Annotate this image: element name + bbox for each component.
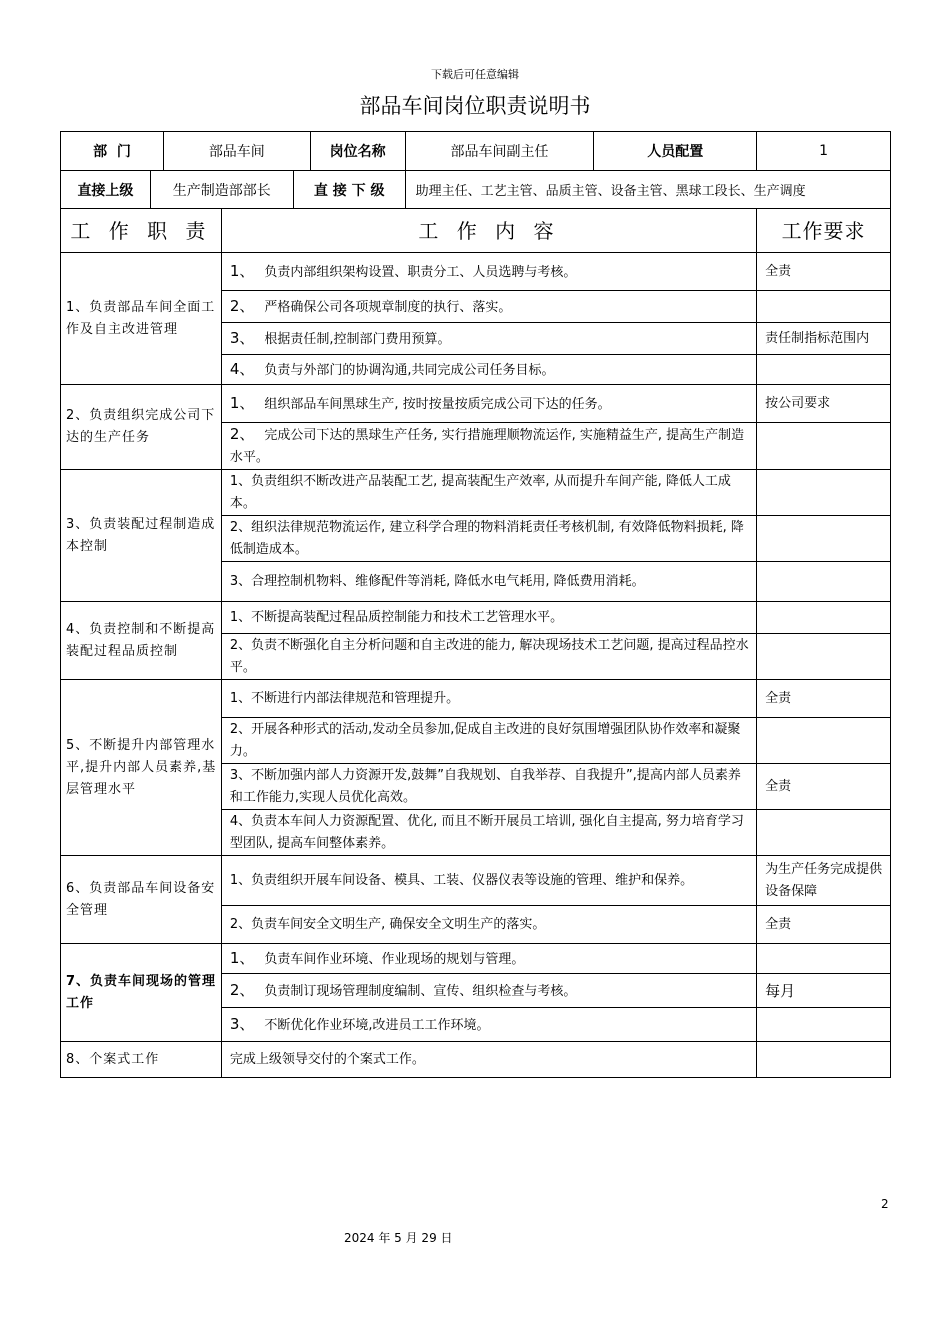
table-row bbox=[61, 856, 891, 906]
position-label: 岗位名称 bbox=[310, 132, 405, 171]
item-text: 根据责任制,控制部门费用预算。 bbox=[264, 331, 451, 347]
content-cell bbox=[221, 516, 756, 562]
item-text: 2、组织法律规范物流运作, 建立科学合理的物料消耗责任考核机制, 有效降低物料损耗, 降低制造成本。 bbox=[229, 519, 744, 557]
table-row bbox=[61, 602, 891, 634]
staff-value: 1 bbox=[757, 132, 891, 171]
item-text: 2、开展各种形式的活动,发动全员参加,促成自主改进的良好氛围增强团队协作效率和凝聚力。 bbox=[229, 721, 741, 759]
dept-label: 部 门 bbox=[61, 132, 164, 171]
content-cell bbox=[221, 291, 756, 323]
requirement-cell bbox=[757, 602, 891, 634]
requirement-cell bbox=[757, 562, 891, 602]
content-cell bbox=[221, 355, 756, 385]
requirement-cell: 每月 bbox=[757, 974, 891, 1008]
item-text: 严格确保公司各项规章制度的执行、落实。 bbox=[264, 299, 512, 315]
content-cell bbox=[221, 906, 756, 944]
subordinate-value: 助理主任、工艺主管、品质主管、设备主管、黑球工段长、生产调度 bbox=[405, 171, 890, 209]
requirement-cell: 为生产任务完成提供设备保障 bbox=[757, 856, 891, 906]
duty-table bbox=[60, 208, 891, 1078]
subordinate-label: 直 接 下 级 bbox=[293, 171, 405, 209]
item-text: 负责制订现场管理制度编制、宣传、组织检查与考核。 bbox=[264, 983, 577, 999]
superior-label: 直接上级 bbox=[61, 171, 151, 209]
table-row bbox=[61, 470, 891, 516]
duty-cell: 8、个案式工作 bbox=[61, 1042, 222, 1078]
position-value: 部品车间副主任 bbox=[405, 132, 594, 171]
page-number: 2 bbox=[881, 1197, 889, 1211]
requirement-cell bbox=[757, 1008, 891, 1042]
item-number: 4、 bbox=[229, 359, 255, 378]
item-number: 1、 bbox=[229, 393, 255, 412]
item-text: 2、负责不断强化自主分析问题和自主改进的能力, 解决现场技术工艺问题, 提高过程品控水平。 bbox=[229, 637, 749, 675]
content-cell bbox=[221, 680, 756, 718]
requirement-cell: 全责 bbox=[757, 906, 891, 944]
item-number: 2、 bbox=[229, 980, 255, 999]
item-text: 1、负责组织开展车间设备、模具、工装、仪器仪表等设施的管理、维护和保养。 bbox=[229, 872, 694, 888]
duty-cell: 7、负责车间现场的管理工作 bbox=[61, 944, 222, 1042]
content-cell bbox=[221, 1042, 756, 1078]
duty-cell: 5、不断提升内部管理水平,提升内部人员素养,基层管理水平 bbox=[61, 680, 222, 856]
dept-value: 部品车间 bbox=[163, 132, 310, 171]
item-text: 1、负责组织不断改进产品装配工艺, 提高装配生产效率, 从而提升车间产能, 降低人工成本。 bbox=[229, 473, 731, 511]
item-text: 组织部品车间黑球生产, 按时按量按质完成公司下达的任务。 bbox=[264, 396, 611, 412]
header-note: 下载后可任意编辑 bbox=[431, 68, 519, 81]
document-date: 2024 年 5 月 29 日 bbox=[344, 1231, 453, 1245]
requirement-cell bbox=[757, 423, 891, 470]
content-cell bbox=[221, 385, 756, 423]
item-number: 3、 bbox=[229, 328, 255, 347]
requirement-cell: 按公司要求 bbox=[757, 385, 891, 423]
duty-cell: 1、负责部品车间全面工作及自主改进管理 bbox=[61, 253, 222, 385]
page-title: 部品车间岗位职责说明书 bbox=[359, 94, 591, 118]
content-cell bbox=[221, 562, 756, 602]
requirement-cell bbox=[757, 634, 891, 680]
item-text: 不断优化作业环境,改进员工工作环境。 bbox=[264, 1017, 490, 1033]
item-number: 2、 bbox=[229, 296, 255, 315]
content-cell bbox=[221, 323, 756, 355]
requirement-cell: 全责 bbox=[757, 253, 891, 291]
content-cell bbox=[221, 856, 756, 906]
requirement-column-header: 工作要求 bbox=[757, 209, 891, 253]
content-cell bbox=[221, 764, 756, 810]
content-cell bbox=[221, 253, 756, 291]
item-text: 3、不断加强内部人力资源开发,鼓舞”自我规划、自我举荐、自我提升”,提高内部人员素养和工作能力,实现人员优化高效。 bbox=[229, 767, 741, 805]
table-row bbox=[61, 944, 891, 974]
duty-column-header: 工 作 职 责 bbox=[61, 209, 222, 253]
item-number: 1、 bbox=[229, 261, 255, 280]
duty-cell: 4、负责控制和不断提高装配过程品质控制 bbox=[61, 602, 222, 680]
content-cell bbox=[221, 634, 756, 680]
requirement-cell bbox=[757, 1042, 891, 1078]
content-cell bbox=[221, 602, 756, 634]
requirement-cell bbox=[757, 516, 891, 562]
requirement-cell bbox=[757, 355, 891, 385]
table-row bbox=[61, 1042, 891, 1078]
item-text: 完成公司下达的黑球生产任务, 实行措施理顺物流运作, 实施精益生产, 提高生产制造水平。 bbox=[229, 428, 745, 465]
duty-cell: 2、负责组织完成公司下达的生产任务 bbox=[61, 385, 222, 470]
staff-label: 人员配置 bbox=[594, 132, 757, 171]
item-text: 2、负责车间安全文明生产, 确保安全文明生产的落实。 bbox=[229, 916, 546, 932]
requirement-cell: 全责 bbox=[757, 764, 891, 810]
item-number: 2、 bbox=[229, 425, 255, 443]
requirement-cell: 全责 bbox=[757, 680, 891, 718]
table-row bbox=[61, 385, 891, 423]
item-text: 1、不断进行内部法律规范和管理提升。 bbox=[229, 690, 460, 706]
content-cell bbox=[221, 1008, 756, 1042]
content-cell bbox=[221, 718, 756, 764]
content-cell bbox=[221, 423, 756, 470]
info-table bbox=[60, 131, 891, 171]
content-cell bbox=[221, 470, 756, 516]
content-cell bbox=[221, 944, 756, 974]
superior-value: 生产制造部部长 bbox=[150, 171, 293, 209]
requirement-cell bbox=[757, 810, 891, 856]
content-cell bbox=[221, 974, 756, 1008]
table-row bbox=[61, 680, 891, 718]
content-cell bbox=[221, 810, 756, 856]
item-text: 4、负责本车间人力资源配置、优化, 而且不断开展员工培训, 强化自主提高, 努力培育学习型团队, 提高车间整体素养。 bbox=[229, 813, 744, 851]
item-text: 完成上级领导交付的个案式工作。 bbox=[229, 1051, 425, 1067]
table-row bbox=[61, 253, 891, 291]
requirement-cell: 责任制指标范围内 bbox=[757, 323, 891, 355]
item-text: 负责内部组织架构设置、职责分工、人员选聘与考核。 bbox=[264, 264, 577, 280]
item-text: 负责车间作业环境、作业现场的规划与管理。 bbox=[264, 951, 525, 967]
item-text: 3、合理控制机物料、维修配件等消耗, 降低水电气耗用, 降低费用消耗。 bbox=[229, 573, 645, 589]
info-table-row2 bbox=[60, 170, 891, 209]
item-text: 负责与外部门的协调沟通,共同完成公司任务目标。 bbox=[264, 362, 555, 378]
requirement-cell bbox=[757, 470, 891, 516]
requirement-cell bbox=[757, 944, 891, 974]
content-column-header: 工 作 内 容 bbox=[221, 209, 756, 253]
duty-cell: 6、负责部品车间设备安全管理 bbox=[61, 856, 222, 944]
requirement-cell bbox=[757, 718, 891, 764]
item-number: 1、 bbox=[229, 948, 255, 967]
requirement-cell bbox=[757, 291, 891, 323]
item-text: 1、不断提高装配过程品质控制能力和技术工艺管理水平。 bbox=[229, 609, 564, 625]
duty-cell: 3、负责装配过程制造成本控制 bbox=[61, 470, 222, 602]
item-number: 3、 bbox=[229, 1014, 255, 1033]
